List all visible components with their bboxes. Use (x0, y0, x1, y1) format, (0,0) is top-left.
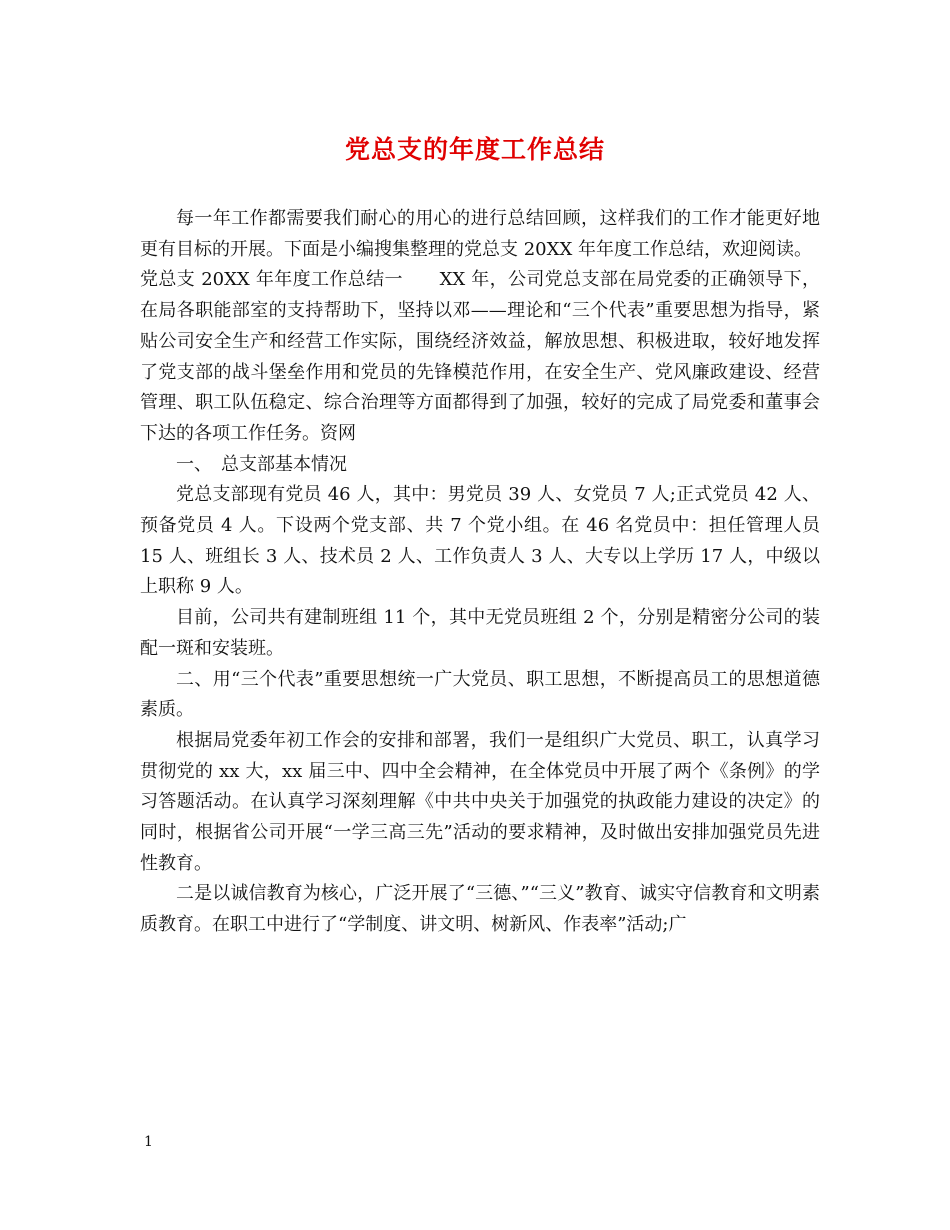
paragraph-team-groups: 目前，公司共有建制班组 11 个，其中无党员班组 2 个，分别是精密分公司的装配一斑和安装班。 (140, 607, 820, 659)
paragraph-integrity-education: 二是以诚信教育为核心，广泛开展了“三德、”“三义”教育、诚实守信教育和文明素质教育。在职工中进行了“学制度、讲文明、树新风、作表率”活动;广 (140, 883, 820, 936)
section-heading-three-represents: 二、用“三个代表”重要思想统一广大党员、职工思想，不断提高员工的思想道德素质。 (140, 668, 820, 721)
document-title: 党总支的年度工作总结 (344, 135, 605, 164)
paragraph-intro: 每一年工作都需要我们耐心的用心的进行总结回顾，这样我们的工作才能更好地更有目标的开展。下面是小编搜集整理的党总支 20XX 年年度工作总结，欢迎阅读。 (140, 208, 820, 260)
page-number: 1 (144, 1134, 153, 1150)
paragraph-member-stats: 党总支部现有党员 46 人，其中：男党员 39 人、女党员 7 人;正式党员 42 人、预备党员 4 人。下设两个党支部、共 7 个党小组。在 46 名党员中：担任管理人员 15 人、班组长 3 人、技术员 2 人、工作负责人 3 人、大专以上学历 17 人，中级以上职称 9 人。 (140, 484, 820, 598)
paragraph-summary-one: 党总支 20XX 年年度工作总结一 XX 年，公司党总支部在局党委的正确领导下，在局各职能部室的支持帮助下，坚持以邓——理论和“三个代表”重要思想为指导，紧贴公司安全生产和经营工作实际，围绕经济效益，解放思想、积极进取，较好地发挥了党支部的战斗堡垒作用和党员的先锋模范作用，在安全生产、党风廉政建设、经营管理、职工队伍稳定、综合治理等方面都得到了加强，较好的完成了局党委和董事会下达的各项工作任务。资网 (140, 269, 820, 444)
paragraph-study-activities: 根据局党委年初工作会的安排和部署，我们一是组织广大党员、职工，认真学习贯彻党的 xx 大，xx 届三中、四中全会精神，在全体党员中开展了两个《条例》的学习答题活动。在认真学习深刻理解《中共中央关于加强党的执政能力建设的决定》的同时，根据省公司开展“一学三高三先”活动的要求精神，及时做出安排加强党员先进性教育。 (140, 729, 820, 874)
section-heading-basic-info: 一、 总支部基本情况 (176, 453, 347, 475)
document-body (140, 204, 820, 941)
